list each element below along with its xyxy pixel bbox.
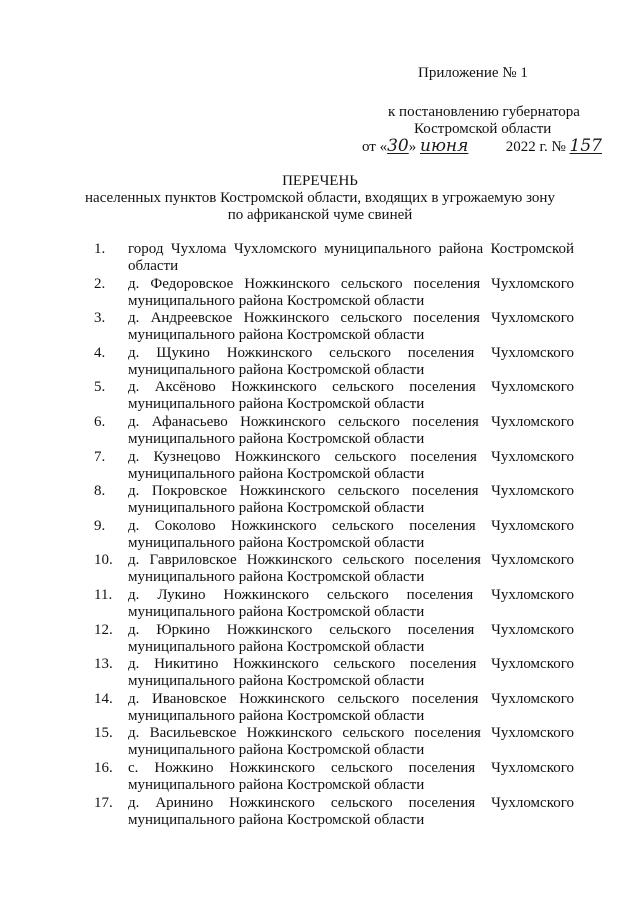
- document-title: ПЕРЕЧЕНЬ: [282, 173, 358, 189]
- list-item-number: 2.: [94, 276, 106, 292]
- list-item-line1: д. Кузнецово Ножкинского сельского поселения Чухломского: [128, 449, 574, 465]
- decree-date-line: [362, 138, 602, 156]
- list-item-line2: муниципального района Костромской области: [128, 742, 425, 758]
- list-item-number: 8.: [94, 483, 106, 499]
- document-subtitle-line1: населенных пунктов Костромской области, входящих в угрожаемую зону: [85, 190, 555, 206]
- list-item-line1: д. Аринино Ножкинского сельского поселения Чухломского: [128, 795, 574, 811]
- list-item-text: [128, 760, 574, 794]
- list-item-line2: муниципального района Костромской области: [128, 812, 425, 828]
- list-item-text: [128, 310, 574, 344]
- decree-reference: к постановлению губернатора: [388, 104, 580, 120]
- list-item-line2: муниципального района Костромской области: [128, 673, 425, 689]
- appendix-label: Приложение № 1: [418, 65, 528, 81]
- list-item-line2: муниципального района Костромской области: [128, 569, 425, 585]
- list-item-text: [128, 725, 574, 759]
- list-item-number: 5.: [94, 379, 106, 395]
- list-item-text: [128, 449, 574, 483]
- decree-number-handwritten: 157: [569, 136, 602, 156]
- list-item-line1: город Чухлома Чухломского муниципального района Костромской: [128, 241, 574, 257]
- list-item-text: [128, 656, 574, 690]
- list-item-text: [128, 795, 574, 829]
- list-item-line2: муниципального района Костромской области: [128, 466, 425, 482]
- list-item-text: [128, 483, 574, 517]
- list-item-number: 12.: [94, 622, 113, 638]
- list-item-number: 4.: [94, 345, 106, 361]
- list-item-number: 17.: [94, 795, 113, 811]
- list-item-number: 16.: [94, 760, 113, 776]
- date-month-handwritten: июня: [420, 136, 469, 156]
- list-item-text: [128, 379, 574, 413]
- list-item-line1: д. Васильевское Ножкинского сельского поселения Чухломского: [128, 725, 574, 741]
- list-item-line1: д. Федоровское Ножкинского сельского поселения Чухломского: [128, 276, 574, 292]
- list-item-number: 3.: [94, 310, 106, 326]
- list-item-number: 9.: [94, 518, 106, 534]
- list-item-line2: муниципального района Костромской области: [128, 777, 425, 793]
- list-item-line1: д. Юркино Ножкинского сельского поселения Чухломского: [128, 622, 574, 638]
- list-item-line1: д. Гавриловское Ножкинского сельского поселения Чухломского: [128, 552, 574, 568]
- list-item-text: [128, 552, 574, 586]
- list-item-line1: д. Щукино Ножкинского сельского поселения Чухломского: [128, 345, 574, 361]
- date-prefix: от «: [362, 139, 388, 155]
- list-item-line1: д. Аксёново Ножкинского сельского поселения Чухломского: [128, 379, 574, 395]
- list-item-line2: муниципального района Костромской области: [128, 604, 425, 620]
- list-item-text: [128, 345, 574, 379]
- list-item-line1: с. Ножкино Ножкинского сельского поселения Чухломского: [128, 760, 574, 776]
- list-item-line2: муниципального района Костромской области: [128, 396, 425, 412]
- list-item-line1: д. Никитино Ножкинского сельского поселения Чухломского: [128, 656, 574, 672]
- date-quote-close: »: [408, 139, 417, 155]
- list-item-number: 13.: [94, 656, 113, 672]
- region-name: Костромской области: [414, 121, 552, 137]
- list-item-line1: д. Покровское Ножкинского сельского поселения Чухломского: [128, 483, 574, 499]
- list-item-line1: д. Ивановское Ножкинского сельского поселения Чухломского: [128, 691, 574, 707]
- list-item-text: [128, 691, 574, 725]
- list-item-line2: области: [128, 258, 179, 274]
- list-item-line1: д. Андреевское Ножкинского сельского поселения Чухломского: [128, 310, 574, 326]
- list-item-text: [128, 518, 574, 552]
- date-day-handwritten: 30: [387, 136, 409, 156]
- list-item-text: [128, 622, 574, 656]
- list-item-number: 1.: [94, 241, 106, 257]
- list-item-number: 14.: [94, 691, 113, 707]
- list-item-text: [128, 414, 574, 448]
- list-item-line2: муниципального района Костромской области: [128, 431, 425, 447]
- list-item-line2: муниципального района Костромской области: [128, 535, 425, 551]
- date-year-number-label: 2022 г. №: [505, 139, 566, 155]
- list-item-line2: муниципального района Костромской области: [128, 500, 425, 516]
- list-item-line2: муниципального района Костромской области: [128, 708, 425, 724]
- list-item-line1: д. Соколово Ножкинского сельского поселения Чухломского: [128, 518, 574, 534]
- list-item-text: [128, 241, 574, 275]
- list-item-text: [128, 587, 574, 621]
- list-item-number: 15.: [94, 725, 113, 741]
- list-item-line2: муниципального района Костромской области: [128, 362, 425, 378]
- list-item-text: [128, 276, 574, 310]
- list-item-number: 6.: [94, 414, 106, 430]
- list-item-line1: д. Афанасьево Ножкинского сельского поселения Чухломского: [128, 414, 574, 430]
- document-subtitle-line2: по африканской чуме свиней: [227, 207, 413, 223]
- list-item-line1: д. Лукино Ножкинского сельского поселения Чухломского: [128, 587, 574, 603]
- list-item-number: 11.: [94, 587, 113, 603]
- list-item-line2: муниципального района Костромской области: [128, 639, 425, 655]
- list-item-number: 10.: [94, 552, 113, 568]
- list-item-number: 7.: [94, 449, 106, 465]
- list-item-line2: муниципального района Костромской области: [128, 327, 425, 343]
- list-item-line2: муниципального района Костромской области: [128, 293, 425, 309]
